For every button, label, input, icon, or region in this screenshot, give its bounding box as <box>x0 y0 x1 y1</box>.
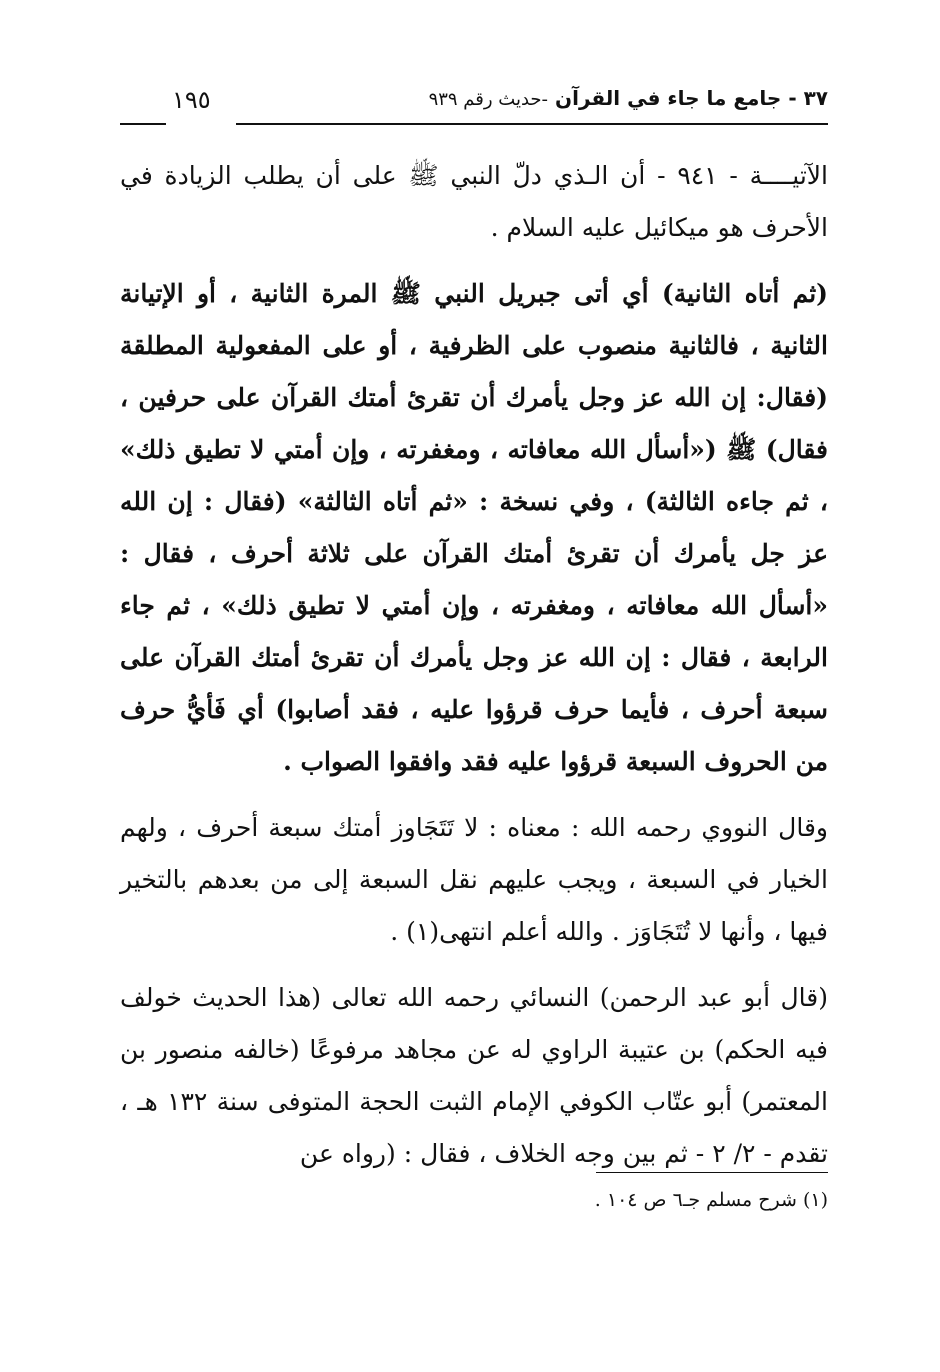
page-number: ١٩٥ <box>172 86 211 114</box>
chapter-name: ٣٧ - جامع ما جاء في القرآن <box>555 86 828 110</box>
header-rule-short <box>120 123 166 125</box>
chapter-title <box>429 86 828 110</box>
page-header <box>120 82 828 126</box>
paragraph-2: (ثم أتاه الثانية) أي أتى جبريل النبي ﷺ المرة الثانية ، أو الإتيانة الثانية ، فالثانية منصوب على الظرفية ، أو على المفعولية المطلقة (فقال: إن الله عز وجل يأمرك أن تقرئ أمتك القرآن على حرفين ، فقال) ﷺ («أسأل الله معافاته ، ومغفرته ، وإن أمتي لا تطيق ذلك» ، ثم جاءه الثالثة) ، وفي نسخة : «ثم أتاه الثالثة» (فقال : إن الله عز جل يأمرك أن تقرئ أمتك القرآن على ثلاثة أحرف ، فقال : «أسأل الله معافاته ، ومغفرته ، وإن أمتي لا تطيق ذلك» ، ثم جاء الرابعة ، فقال : إن الله عز وجل يأمرك أن تقرئ أمتك القرآن على سبعة أحرف ، فأيما حرف قرؤوا عليه ، فقد أصابوا) أي فَأيُّ حرف من الحروف السبعة قرؤوا عليه فقد وافقوا الصواب . <box>120 279 828 776</box>
footnote-rule <box>596 1172 828 1173</box>
paragraph-4: (قال أبو عبد الرحمن) النسائي رحمه الله تعالى (هذا الحديث خولف فيه الحكم) بن عتيبة الراوي له عن مجاهد مرفوعًا (خالفه منصور بن المعتمر) أبو عتّاب الكوفي الإمام الثبت الحجة المتوفى سنة ١٣٢ هـ ، تقدم - ٢/ ٢ - ثم بين وجه الخلاف ، فقال : (رواه عن <box>120 983 828 1168</box>
paragraph-1: الآتيــــة - ٩٤١ - أن الـذي دلّ النبي ﷺ على أن يطلب الزيادة في الأحرف هو ميكائيل عليه السلام . <box>120 161 828 242</box>
hadith-number: -حديث رقم ٩٣٩ <box>428 89 549 110</box>
main-text <box>120 150 828 1194</box>
footnote: (١) شرح مسلم جـ٦ ص ١٠٤ . <box>594 1189 828 1211</box>
paragraph-3: وقال النووي رحمه الله : معناه : لا تَتَجَاوز أمتك سبعة أحرف ، ولهم الخيار في السبعة ، ويجب عليهم نقل السبعة إلى من بعدهم بالتخير فيها ، وأنها لا تُتَجَاوَز . والله أعلم انتهى(١) . <box>120 813 828 946</box>
header-rule <box>236 123 828 125</box>
